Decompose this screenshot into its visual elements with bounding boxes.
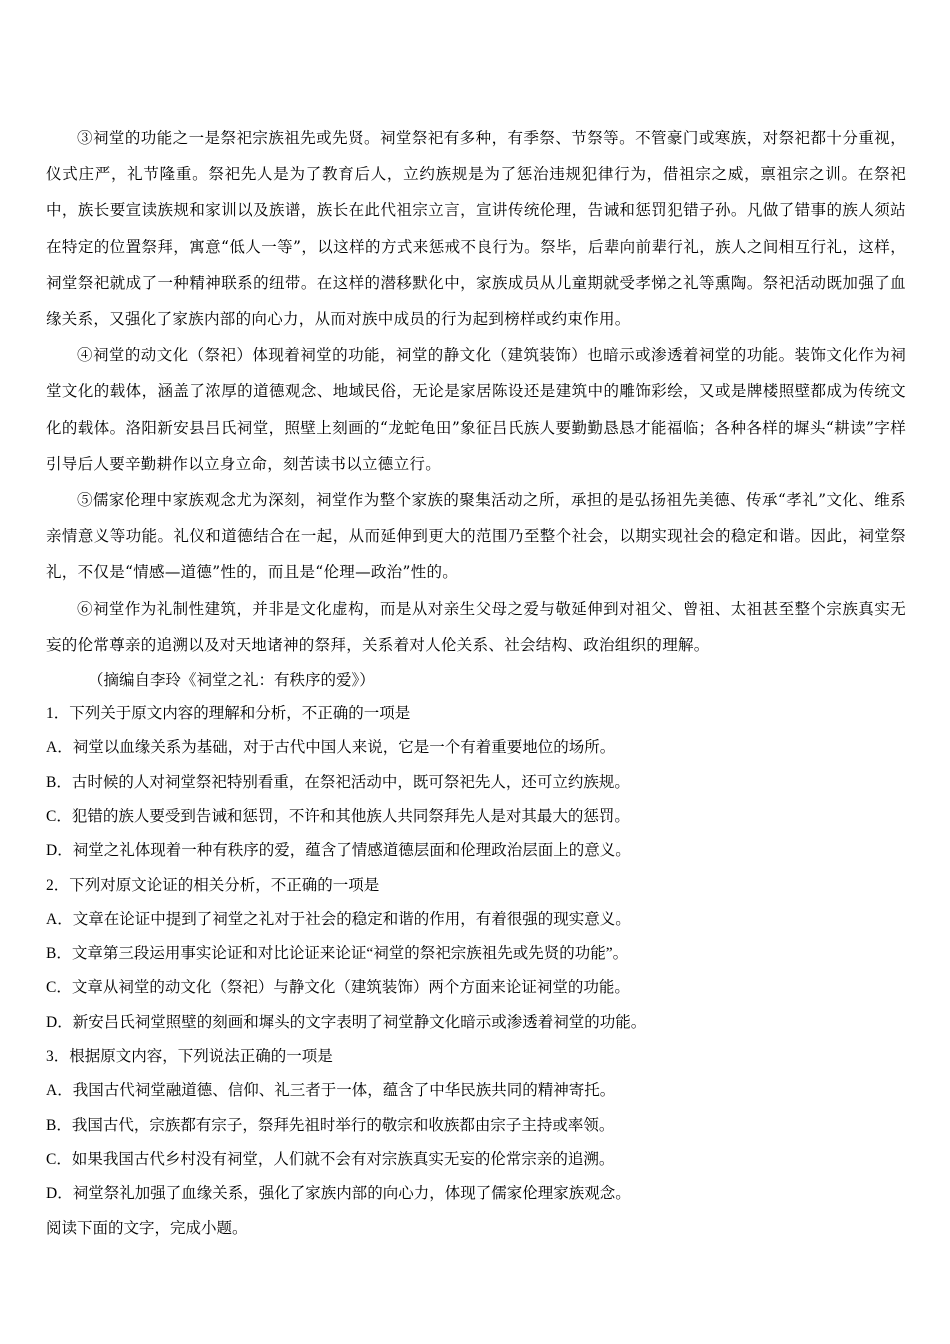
passage-paragraph-4: ④祠堂的动文化（祭祀）体现着祠堂的功能，祠堂的静文化（建筑装饰）也暗示或渗透着祠堂的功能。装饰文化作为祠堂文化的载体，涵盖了浓厚的道德观念、地域民俗，无论是家居陈设还是建筑中的雕饰彩绘，又或是牌楼照壁都成为传统文化的载体。洛阳新安县吕氏祠堂，照壁上刻画的“龙蛇龟田”象征吕氏族人要勤勤恳恳才能福临；各种各样的墀头“耕读”字样引导后人要辛勤耕作以立身立命，刻苦读书以立德立行。 xyxy=(46,346,906,473)
option-b: B．古时候的人对祠堂祭祀特别看重，在祭祀活动中，既可祭祀先人，还可立约族规。 xyxy=(46,773,630,791)
passage-paragraph-5: ⑤儒家伦理中家族观念尤为深刻，祠堂作为整个家族的聚集活动之所，承担的是弘扬祖先美德、传承“孝礼”文化、维系亲情意义等功能。礼仪和道德结合在一起，从而延伸到更大的范围乃至整个社会，以期实现社会的稳定和谐。因此，祠堂祭礼，不仅是“情感—道德”性的，而且是“伦理—政治”性的。 xyxy=(46,491,906,582)
option-d: D．祠堂之礼体现着一种有秩序的爱，蕴含了情感道德层面和伦理政治层面上的意义。 xyxy=(46,842,631,860)
question-3 xyxy=(46,1040,906,1211)
option-a: A．我国古代祠堂融道德、信仰、礼三者于一体，蕴含了中华民族共同的精神寄托。 xyxy=(46,1082,616,1100)
passage-paragraph-3: ③祠堂的功能之一是祭祀宗族祖先或先贤。祠堂祭祀有多种，有季祭、节祭等。不管豪门或寒族，对祭祀都十分重视，仪式庄严，礼节隆重。祭祀先人是为了教育后人，立约族规是为了惩治违规犯律行为，借祖宗之威，禀祖宗之训。在祭祀中，族长要宣读族规和家训以及族谱，族长在此代祖宗立言，宣讲传统伦理，告诫和惩罚犯错子孙。凡做了错事的族人须站在特定的位置祭拜，寓意“低人一等”，以这样的方式来惩戒不良行为。祭毕，后辈向前辈行礼，族人之间相互行礼，这样，祠堂祭祀就成了一种精神联系的纽带。在这样的潜移默化中，家族成员从儿童期就受孝悌之礼等熏陶。祭祀活动既加强了血缘关系，又强化了家族内部的向心力，从而对族中成员的行为起到榜样或约束作用。 xyxy=(46,129,906,329)
option-a: A．文章在论证中提到了祠堂之礼对于社会的稳定和谐的作用，有着很强的现实意义。 xyxy=(46,910,631,928)
passage-source: （摘编自李玲《祠堂之礼：有秩序的爱》） xyxy=(88,671,375,690)
passage-paragraph-6: ⑥祠堂作为礼制性建筑，并非是文化虚构，而是从对亲生父母之爱与敬延伸到对祖父、曾祖、太祖甚至整个宗族真实无妄的伦常尊亲的追溯以及对天地诸神的祭拜，关系着对人伦关系、社会结构、政治组织的理解。 xyxy=(46,599,906,654)
question-stem: 3．根据原文内容，下列说法正确的一项是 xyxy=(46,1048,333,1066)
document-page xyxy=(46,120,906,1246)
question-stem: 2．下列对原文论证的相关分析，不正确的一项是 xyxy=(46,876,380,894)
question-2 xyxy=(46,869,906,1040)
option-d: D．新安吕氏祠堂照壁的刻画和墀头的文字表明了祠堂静文化暗示或渗透着祠堂的功能。 xyxy=(46,1013,647,1031)
reading-instruction: 阅读下面的文字，完成小题。 xyxy=(46,1219,248,1237)
option-c: C．犯错的族人要受到告诫和惩罚，不许和其他族人共同祭拜先人是对其最大的惩罚。 xyxy=(46,807,630,825)
option-b: B．文章第三段运用事实论证和对比论证来论证“祠堂的祭祀宗族祖先或先贤的功能”。 xyxy=(46,945,629,963)
option-b: B．我国古代，宗族都有宗子，祭拜先祖时举行的敬宗和收族都由宗子主持或率领。 xyxy=(46,1116,615,1134)
option-c: C．如果我国古代乡村没有祠堂，人们就不会有对宗族真实无妄的伦常宗亲的追溯。 xyxy=(46,1150,615,1168)
option-a: A．祠堂以血缘关系为基础，对于古代中国人来说，它是一个有着重要地位的场所。 xyxy=(46,739,616,757)
question-stem: 1．下列关于原文内容的理解和分析，不正确的一项是 xyxy=(46,705,411,723)
option-d: D．祠堂祭礼加强了血缘关系，强化了家族内部的向心力，体现了儒家伦理家族观念。 xyxy=(46,1185,631,1203)
option-c: C．文章从祠堂的动文化（祭祀）与静文化（建筑装饰）两个方面来论证祠堂的功能。 xyxy=(46,979,630,997)
question-1 xyxy=(46,697,906,868)
